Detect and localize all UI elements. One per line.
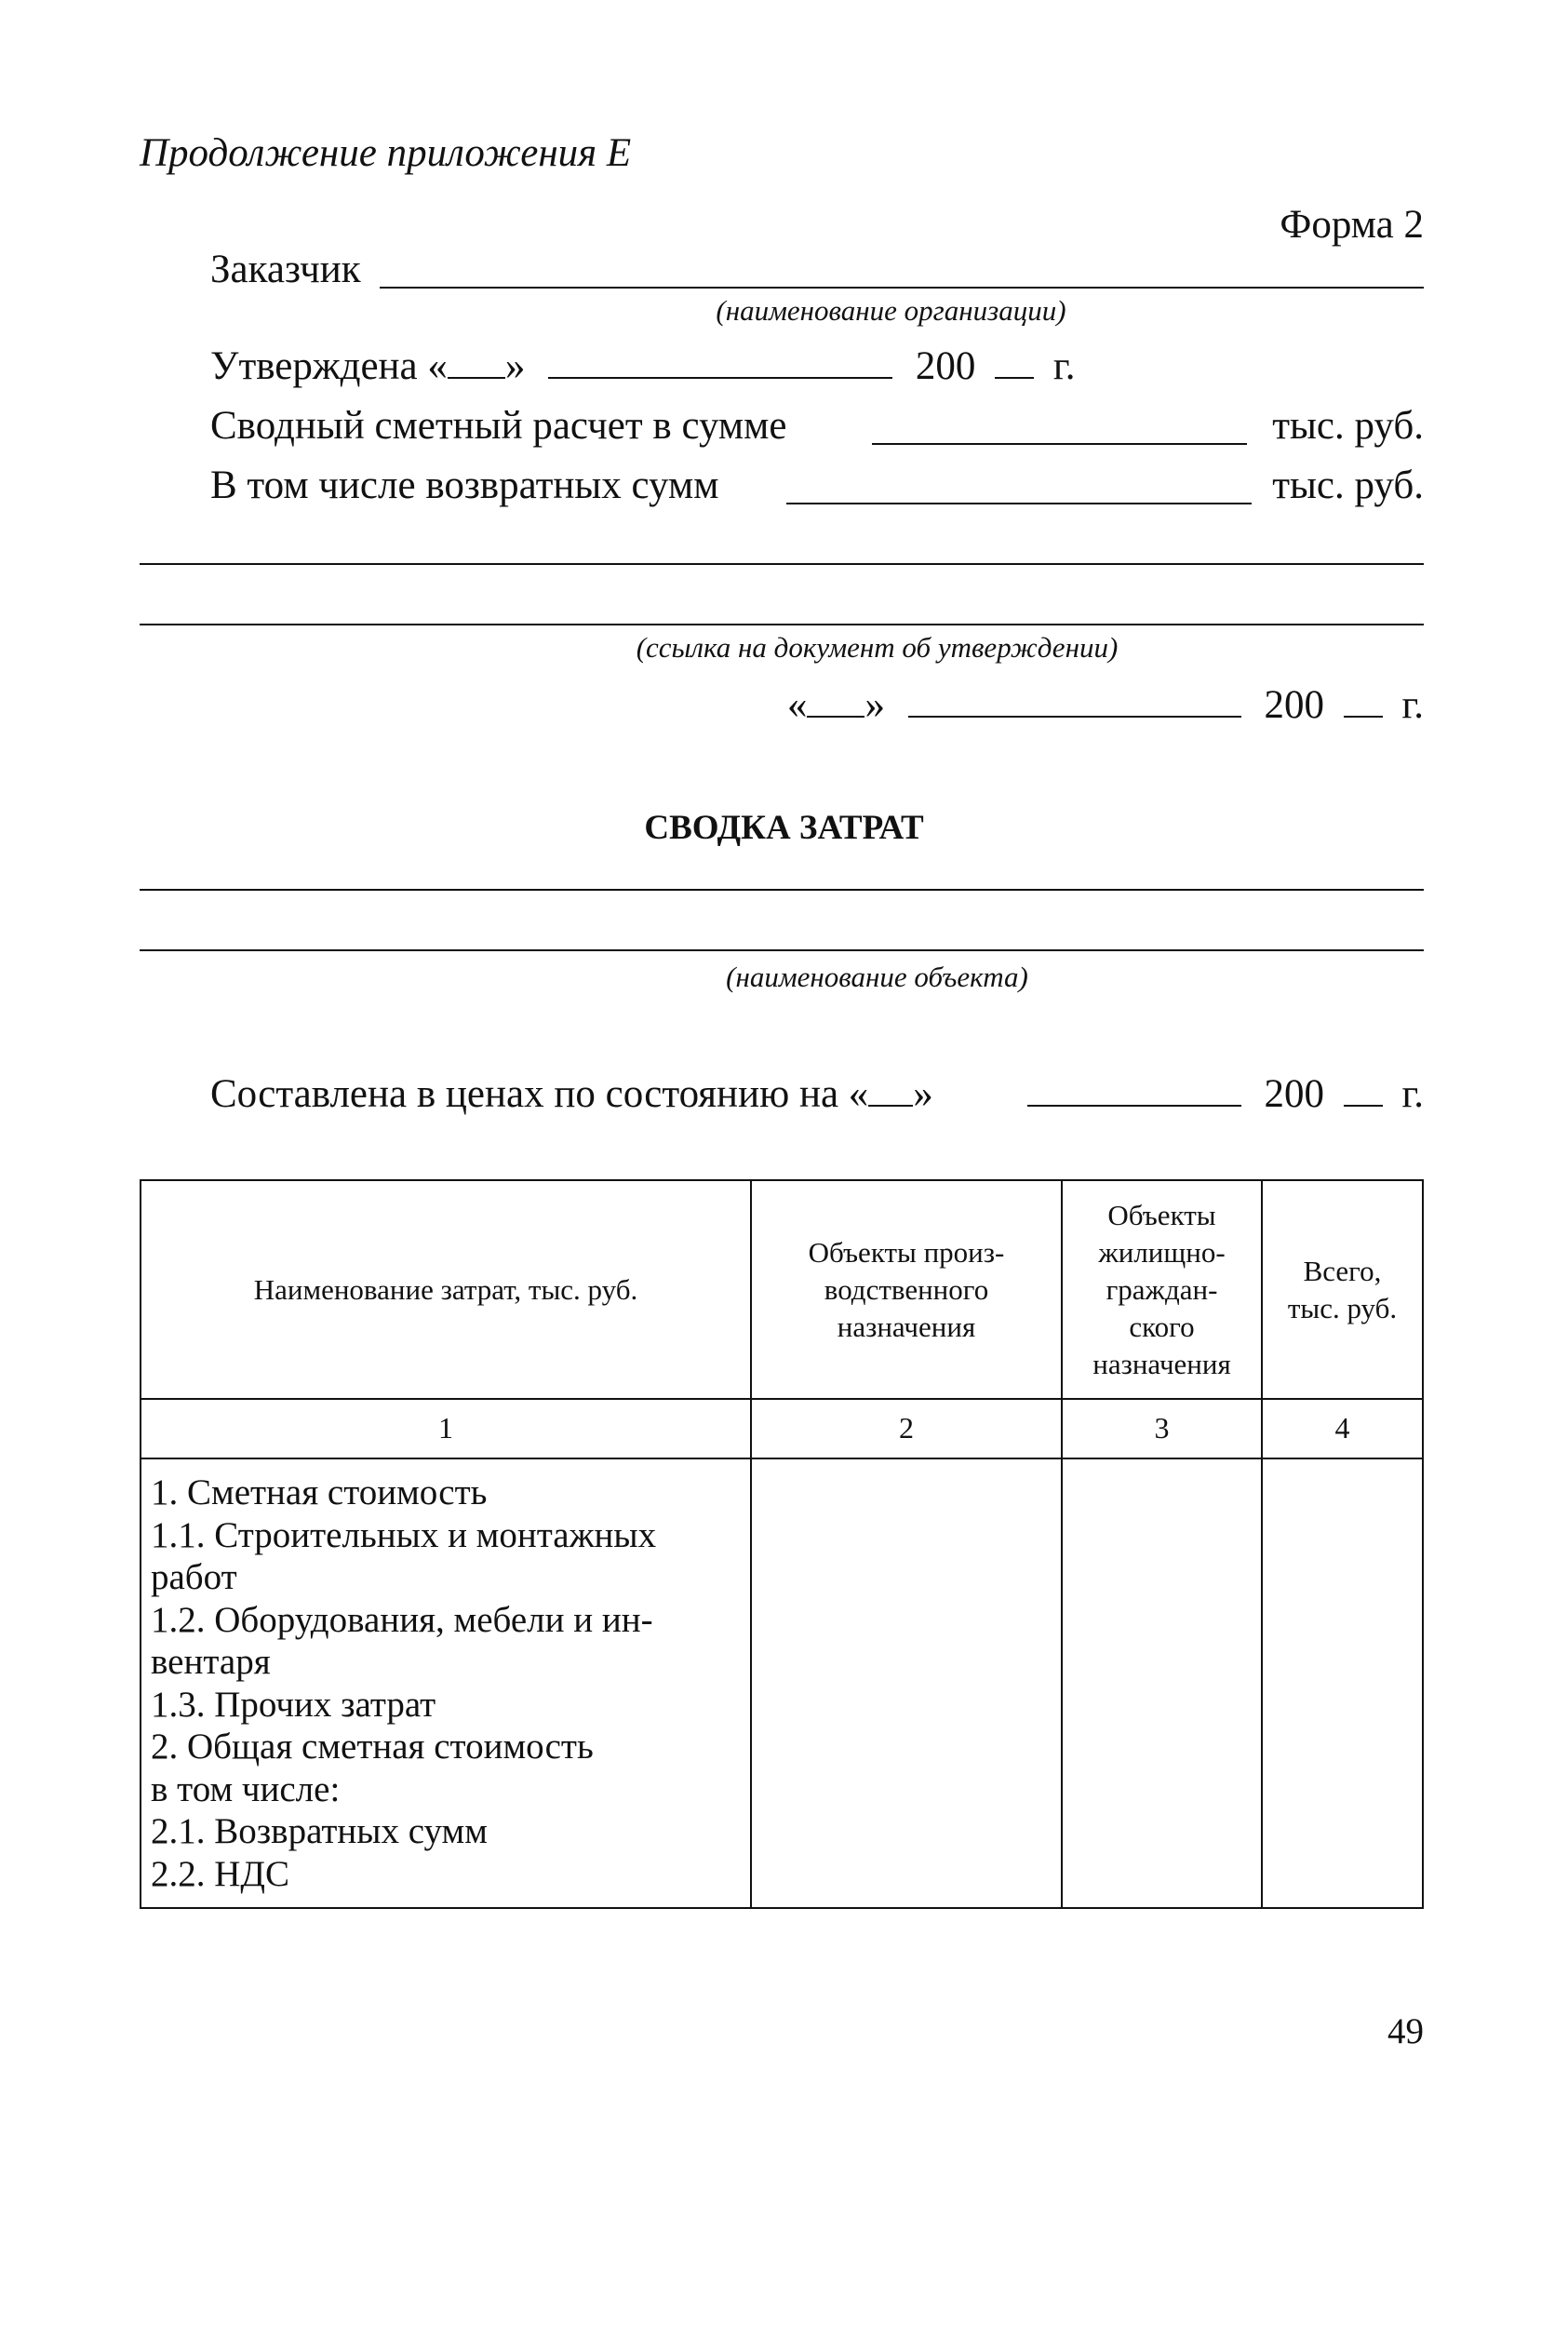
summary-estimate-field[interactable] [872,443,1247,445]
cost-item: 2.2. НДС [151,1853,290,1894]
summary-estimate-unit: тыс. руб. [1272,404,1424,448]
page-number: 49 [1387,2011,1424,2051]
header-total: Всего, тыс. руб. [1287,1254,1398,1324]
approval-doc-line-1[interactable] [140,563,1424,565]
cost-item: 1.1. Строительных и монтажных [151,1514,657,1555]
header-production-objects: Объекты произ- водственного назначения [808,1235,1005,1343]
approved-year: 200 [915,344,976,388]
approval-year: 200 [1264,683,1324,727]
summary-estimate-label: Сводный сметный расчет в сумме [210,404,787,448]
approved-month-field[interactable] [548,347,892,379]
cost-item: 2. Общая сметная стоимость [151,1727,594,1767]
table-row-divider [141,1458,1422,1459]
header-residential-objects: Объекты жилищно- граждан- ского назначения [1092,1198,1231,1380]
cost-item: 1.2. Оборудования, мебели и ин- [151,1599,653,1640]
appendix-heading: Продолжение приложения Е [140,131,632,175]
approved-day-field[interactable] [448,347,505,379]
cost-item: вентаря [151,1642,271,1682]
prices-year-suffix: г. [1401,1072,1424,1116]
cost-item: в том числе: [151,1768,341,1809]
prices-year-field[interactable] [1344,1075,1383,1107]
column-number: 2 [899,1410,914,1445]
prices-label: Составлена в ценах по состоянию на « [210,1072,869,1116]
approval-doc-line-2[interactable] [140,624,1424,625]
cost-item: 1. Сметная стоимость [151,1472,488,1512]
cost-item: 1.3. Прочих затрат [151,1684,436,1725]
object-name-line-1[interactable] [140,889,1424,891]
cost-summary-table [140,1179,1424,1909]
document-title: СВОДКА ЗАТРАТ [644,809,924,847]
prices-close-quote: » [913,1072,933,1116]
refund-sum-unit: тыс. руб. [1272,464,1424,507]
approval-close-quote: » [864,683,885,727]
object-name-line-2[interactable] [140,949,1424,951]
approved-year-suffix: г. [1052,344,1076,388]
customer-label: Заказчик [210,248,361,291]
header-cost-name: Наименование затрат, тыс. руб. [253,1272,638,1306]
approval-day-field[interactable] [807,686,864,718]
customer-caption: (наименование организации) [716,294,1066,327]
customer-field[interactable] [380,287,1424,289]
approved-year-field[interactable] [995,347,1034,379]
approval-year-suffix: г. [1401,683,1424,727]
approval-doc-caption: (ссылка на документ об утверждении) [636,631,1119,664]
cost-item: 2.1. Возвратных сумм [151,1811,488,1851]
approved-line [210,346,1075,386]
approval-date-line [787,685,1424,725]
approved-label: Утверждена « [210,344,448,388]
prices-label-line [210,1074,933,1114]
refund-sum-label: В том числе возвратных сумм [210,464,719,507]
column-number: 3 [1154,1410,1170,1445]
approval-month-field[interactable] [908,686,1241,718]
prices-month-field[interactable] [1027,1075,1241,1107]
approval-year-field[interactable] [1344,686,1383,718]
cost-item: работ [151,1557,237,1597]
prices-date-tail [1027,1074,1424,1114]
prices-year: 200 [1264,1072,1324,1116]
cost-items-list [151,1472,742,1895]
approved-close-quote: » [504,344,526,388]
column-number: 1 [438,1410,453,1445]
refund-sum-field[interactable] [786,503,1252,504]
form-number: Форма 2 [1280,203,1424,247]
approval-open-quote: « [786,683,808,727]
column-number: 4 [1334,1410,1350,1445]
object-caption: (наименование объекта) [726,961,1028,993]
prices-day-field[interactable] [868,1075,913,1107]
